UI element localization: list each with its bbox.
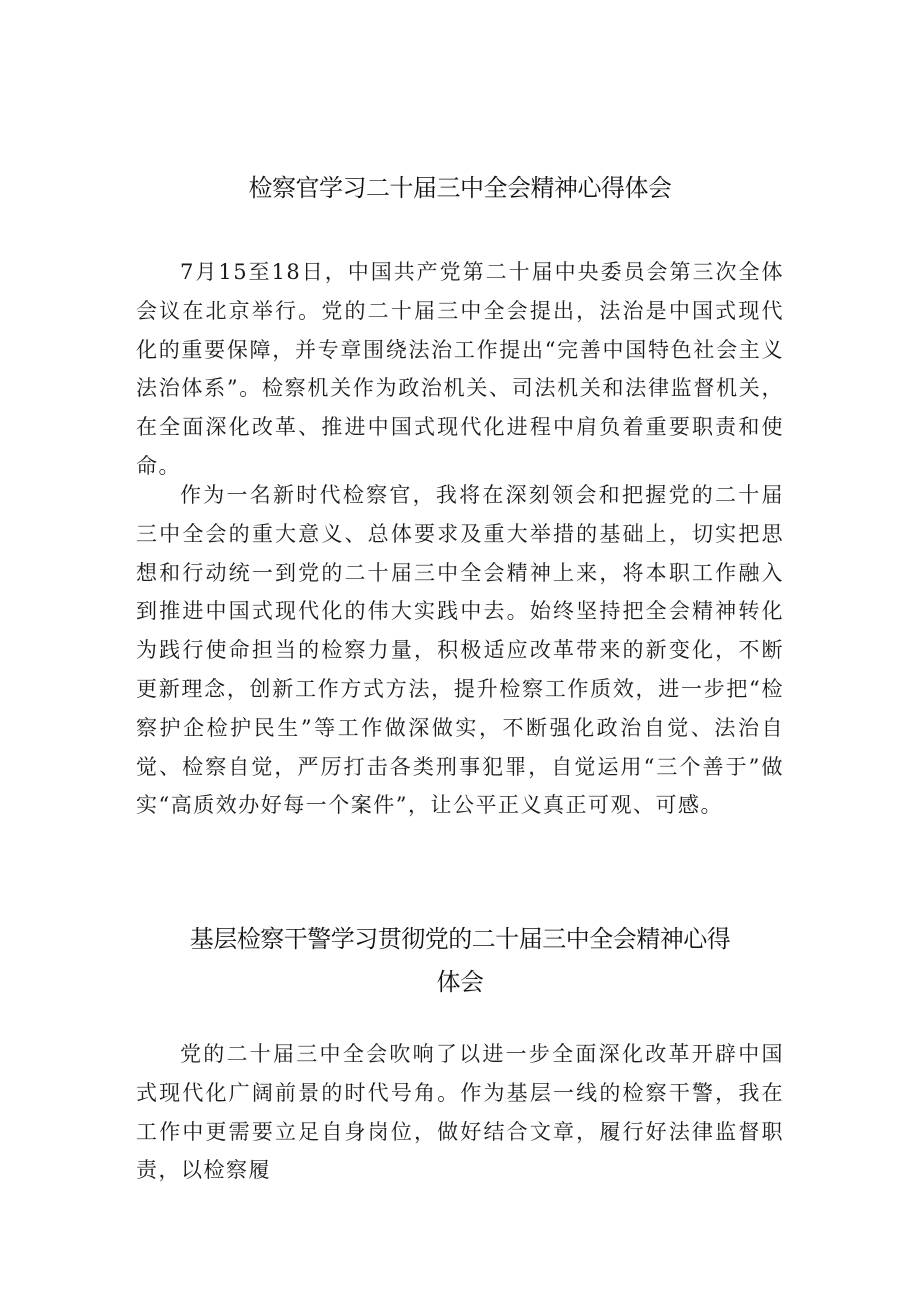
section-2-title-line-2: 体会 — [436, 968, 484, 996]
section-1-paragraph-1: 7月15至18日，中国共产党第二十届中央委员会第三次全体会议在北京举行。党的二十届三中全会提出，法治是中国式现代化的重要保障，并专章围绕法治工作提出“完善中国特色社会主义法治体系”。检察机关作为政治机关、司法机关和法律监督机关，在全面深化改革、推进中国式现代化进程中肩负着重要职责和使命。 — [136, 260, 784, 478]
section-2-title — [0, 918, 920, 1004]
section-1-paragraph-2: 作为一名新时代检察官，我将在深刻领会和把握党的二十届三中全会的重大意义、总体要求及重大举措的基础上，切实把思想和行动统一到党的二十届三中全会精神上来，将本职工作融入到推进中国式现代化的伟大实践中去。始终坚持把全会精神转化为践行使命担当的检察力量，积极适应改革带来的新变化，不断更新理念，创新工作方式方法，提升检察工作质效，进一步把“检察护企检护民生”等工作做深做实，不断强化政治自觉、法治自觉、检察自觉，严厉打击各类刑事犯罪，自觉运用“三个善于”做实“高质效办好每一个案件”，让公平正义真正可观、可感。 — [136, 483, 784, 818]
section-2-paragraph-1: 党的二十届三中全会吹响了以进一步全面深化改革开辟中国式现代化广阔前景的时代号角。作为基层一线的检察干警，我在工作中更需要立足自身岗位，做好结合文章，履行好法律监督职责，以检察履 — [136, 1042, 784, 1183]
section-2-title-line-1: 基层检察干警学习贯彻党的二十届三中全会精神心得 — [189, 925, 731, 953]
section-1-title: 检察官学习二十届三中全会精神心得体会 — [248, 174, 672, 202]
